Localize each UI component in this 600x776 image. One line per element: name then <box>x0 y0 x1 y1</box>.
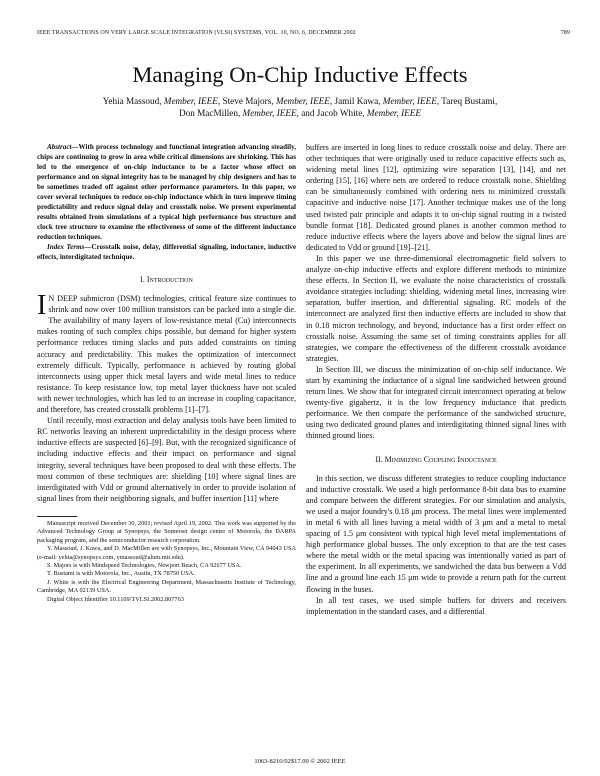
body-paragraph: In all test cases, we used simple buffers for drivers and receivers implementation in the standard cases, and a differential <box>306 595 566 616</box>
running-header <box>37 30 570 40</box>
body-paragraph: In this section, we discuss different strategies to reduce coupling inductance and inductive crosstalk. We used a high performance 8-bit data bus to examine and compare between the different strategies. For our simulation and analysis, we used a major foundry's 0.18 μm process. The metal lines were implemented in metal 6 with all lines having a metal width of 3 μm and a metal to metal spacing of 1.5 μm consistent with typical high level metal implementations of high performance global busses. The only exception to that are the test cases where the metal width or the metal spacing was intentionally varied as part of the experiment. In all experiments, we sandwiched the data bus between a Vdd line and a ground line each 15 μm wide to provide a return path for the current flowing in the buses. <box>306 473 566 594</box>
body-paragraph: In this paper we use three-dimensional electromagnetic field solvers to analyze on-chip inductive effects and explore different methods to minimize these effects. In Section II, we evaluate the noise characteristics of crosstalk avoidance strategies including: shielding, widening metal lines, increasing wire separation, buffer insertion, and differential signaling. RC models of the interconnect are analyzed first then inductive effects are included to show that in 0.18 micron technology, and beyond, inductance has a first order effect on crosstalk noise. Assuming the same set of timing constraints applies for all strategies, we compare the effectiveness of the different crosstalk avoidance strategies. <box>306 253 566 363</box>
index-terms <box>37 242 296 262</box>
abstract-text: With process technology and functional integration advancing steadily, chips are continuing to grow in area while critical dimensions are shrinking. This has led to the emergence of on-chip inductance to be a factor whose effect on performance and on signal integrity has to be managed by chip designers and has to be sometimes traded off against other performance parameters. In this paper, we cover several techniques to reduce on-chip inductance which in turn improve timing predictability and reduce signal delay and crosstalk noise. We present experimental results obtained from simulations of a typical high performance bus structure and clock tree structure to examine the effectiveness of some of the different inductance reduction techniques. <box>37 143 296 241</box>
index-terms-text: Crosstalk noise, delay, differential signaling, inductance, inductive effects, interdigitated technique. <box>37 243 296 261</box>
footnote-divider <box>37 516 77 517</box>
drop-cap: I <box>37 290 47 322</box>
section-heading: I. Introduction <box>140 275 193 284</box>
abstract <box>37 142 296 242</box>
author-list <box>60 95 540 119</box>
footnote-doi: Digital Object Identifier 10.1109/TVLSI.2002.807763 <box>47 595 184 603</box>
journal-name: IEEE TRANSACTIONS ON VERY LARGE SCALE INTEGRATION (VLSI) SYSTEMS, VOL. 10, NO. 6, DECEMBER 2002 <box>37 30 356 36</box>
author-role: Member, IEEE, <box>242 108 299 118</box>
intro-paragraph <box>37 290 296 415</box>
author-role: Member, IEEE <box>366 108 421 118</box>
footnote: S. Majors is with Mindspeed Technologies, Newport Beach, CA 92677 USA. <box>47 561 242 569</box>
author-name: Steve Majors, <box>222 96 274 106</box>
intro-text: N DEEP submicron (DSM) technologies, critical feature size continues to shrink and now over 100 million transistors can be packed into a single die. The availability of many layers of low-resistance metal (Cu) interconnects makes routing of such complex chips possible, but demand for higher system performance reduces timing slacks and puts added constraints on timing accuracy and predictability. This makes the optimization of interconnect extremely difficult. Typically, performance is achieved by routing global interconnects using upper thick metal layers and wide metal lines to reduce resistance. To keep resistance low, top metal layer thickness have not scaled with newer technologies, which has led to an increase in coupling capacitance, and therefore, has created crosstalk problems [1]–[7]. <box>37 294 296 415</box>
author-name: Tareq Bustami, <box>441 96 498 106</box>
index-terms-label: Index Terms— <box>47 243 92 251</box>
author-name: Don MacMillen, <box>179 108 241 118</box>
paper-title: Managing On-Chip Inductive Effects <box>132 62 468 87</box>
section-heading: II. Minimizing Coupling Inductance <box>375 454 497 464</box>
body-paragraph: buffers are inserted in long lines to reduce crosstalk noise and delay. There are other techniques that were originally used to reduce capacitive effects such as, widening metal lines [12], optimizing wire separation [13], [14], and net ordering [15], [16] where nets are ordered to reduce crosstalk noise. Shielding can be simultaneously combined with ordering nets to minimized crosstalk capacitive and inductive noise [17]. Another technique makes use of the long used twisted pair principle and adapts it to on-chip signal routing in a twisted bundle format [18]. Dedicated ground planes is another common method to reduce inductive effects where the layers above and below the signal lines are dedicated to Vdd or ground [19]–[21]. <box>306 143 566 252</box>
author-name: and Jacob White, <box>301 108 365 118</box>
page-footer: 1063-8210/02$17.00 © 2002 IEEE <box>254 758 346 765</box>
author-name: Jamil Kawa, <box>334 96 381 106</box>
author-role: Member, IEEE, <box>382 96 440 106</box>
body-paragraph: In Section III, we discuss the minimization of on-chip self inductance. We start by examining the inductance of a signal line sandwiched between ground return lines. We show that for integrated circuit interconnect operating at below twenty-five gigahertz, it is the low frequency inductance that predicts performance. We then compare the performance of the sandwiched structure, using two dedicated ground planes and interdigitating thinned signal lines with thinned ground lines. <box>306 364 566 441</box>
footnote: J. White is with the Electrical Engineering Department, Massachusetts Institute of Technology, Cambridge, MA 02139 USA. <box>37 578 296 595</box>
footnote: T. Bustami is with Motorola, Inc., Austin, TX 78750 USA. <box>47 570 195 578</box>
left-column <box>37 142 296 604</box>
footnote: Y. Massoud, J. Kawa, and D. MacMillen are with Synopsys, Inc., Mountain View, CA 94043 USA (e-mail: yehia@synopsys.com, ymassoud@alum.mit.edu). <box>37 545 296 561</box>
footnote: Manuscript received December 30, 2001; revised April 19, 2002. This work was supported by the Advanced Technology Group at Synopsys, the Somerset design center of Motorola, the DARPA packaging program, and the semiconductor research corporation. <box>37 519 296 544</box>
author-role: Member, IEEE, <box>275 96 333 106</box>
right-column <box>306 142 566 617</box>
page-number: 789 <box>560 30 570 36</box>
author-role: Member, IEEE, <box>163 96 221 106</box>
abstract-label: Abstract— <box>47 143 79 151</box>
author-name: Yehia Massoud, <box>102 96 162 106</box>
body-paragraph: Until recently, most extraction and delay analysis tools have been limited to RC networks leaving an inherent unpredictability in the design process where inductive effects are suspected [6]–[9]. But, with the recognized significance of including inductive effects and their impact on performance and signal integrity, several techniques have been proposed to deal with these effects. The most common of these techniques are: shielding [10] where signal lines are interdigitated with Vdd or ground alternatively in order to provide isolation of signal lines from their neighboring signals, and buffer insertion [11] where <box>37 416 296 503</box>
